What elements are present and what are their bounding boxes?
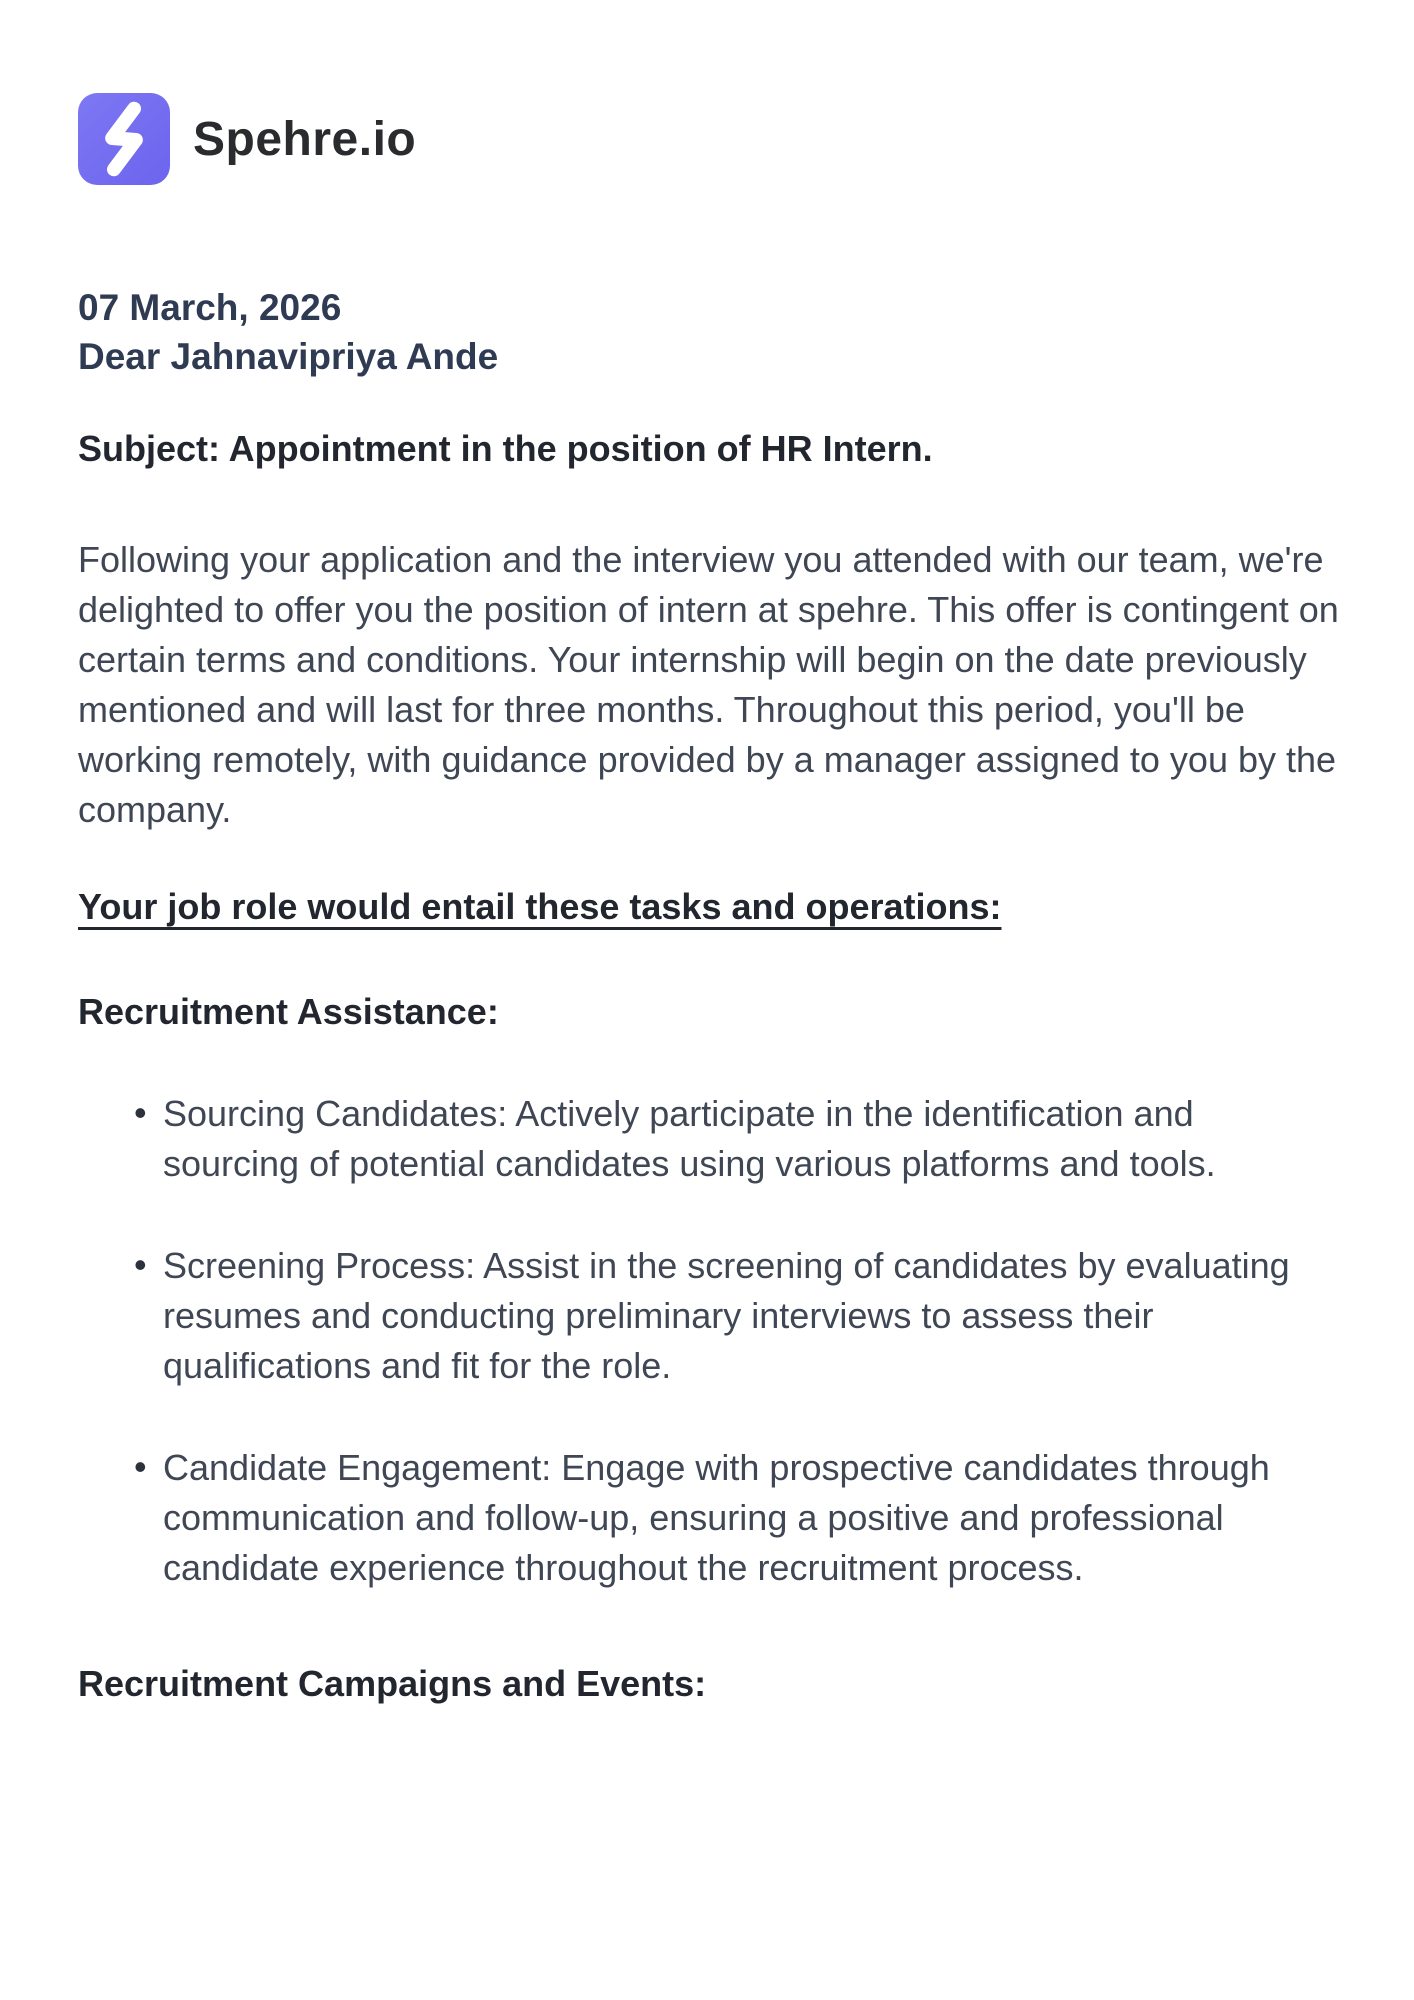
section-heading-recruitment-assistance: Recruitment Assistance: [78, 991, 499, 1032]
date-block [78, 283, 1348, 381]
task-bullet-list [78, 1089, 1323, 1593]
letter-date: 07 March, 2026 [78, 287, 342, 328]
intro-paragraph: Following your application and the interview you attended with our team, we're delighted to offer you the position of intern at spehre. This offer is contingent on certain terms and conditions. Your internship will begin on the date previously mentioned and will last for three months. Throughout this period, you'll be working remotely, with guidance provided by a manager assigned to you by the company. [78, 539, 1339, 830]
tasks-heading: Your job role would entail these tasks and operations: [78, 886, 1002, 927]
section-heading-recruitment-campaigns: Recruitment Campaigns and Events: [78, 1663, 707, 1704]
brand-name: Spehre.io [193, 112, 417, 166]
bullet-item-sourcing-candidates: • Sourcing Candidates: Actively participate in the identification and sourcing of potential candidates using various platforms and tools. [78, 1089, 1313, 1189]
brand-header [78, 93, 1354, 185]
bullet-item-screening-process: • Screening Process: Assist in the screening of candidates by evaluating resumes and conducting preliminary interviews to assess their qualifications and fit for the role. [78, 1241, 1313, 1391]
spehre-logo-icon [78, 93, 170, 185]
bullet-item-candidate-engagement: • Candidate Engagement: Engage with prospective candidates through communication and follow-up, ensuring a positive and professional candidate experience throughout the recruitment process. [78, 1443, 1313, 1593]
salutation: Dear Jahnavipriya Ande [78, 336, 499, 377]
subject-line: Subject: Appointment in the position of HR Intern. [78, 428, 933, 469]
